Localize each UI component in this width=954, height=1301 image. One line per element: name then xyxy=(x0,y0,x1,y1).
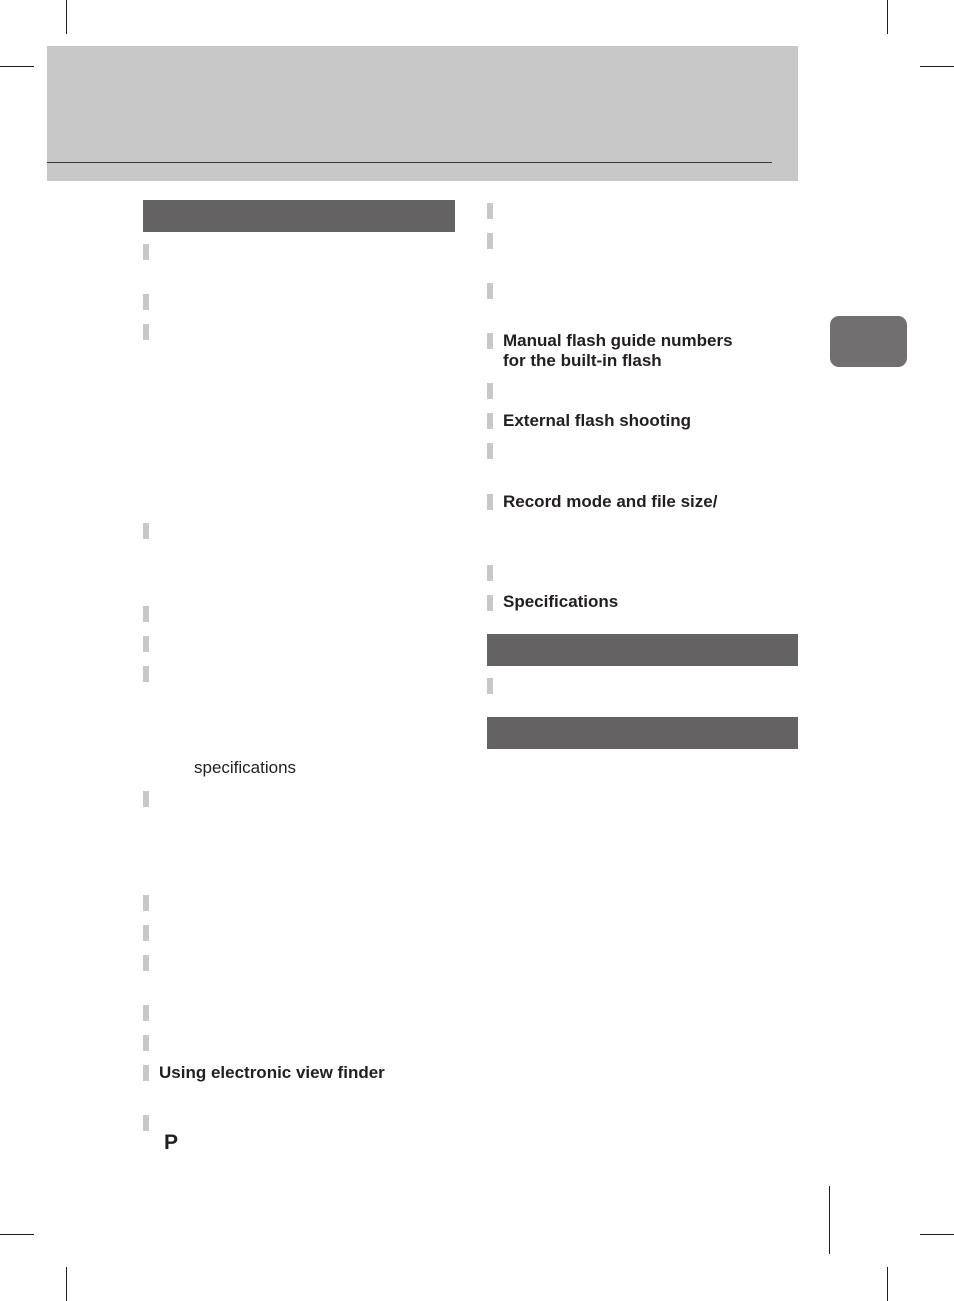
crop-mark xyxy=(920,66,954,67)
toc-entry-external-flash[interactable]: External flash shooting xyxy=(503,411,691,430)
section-bar-left xyxy=(143,200,455,232)
toc-marker xyxy=(143,1005,149,1021)
toc-entry-specifications[interactable]: Specifications xyxy=(503,592,619,611)
toc-marker xyxy=(143,1065,149,1081)
toc-marker xyxy=(487,383,493,399)
toc-entry-record-mode[interactable]: Record mode and file size/ xyxy=(503,492,718,511)
toc-entry-electronic-view-finder[interactable]: Using electronic view finder xyxy=(159,1063,385,1082)
toc-marker xyxy=(487,413,493,429)
toc-marker xyxy=(487,678,493,694)
toc-marker xyxy=(487,595,493,611)
toc-marker xyxy=(487,203,493,219)
toc-marker xyxy=(487,283,493,299)
toc-marker xyxy=(143,606,149,622)
toc-marker xyxy=(487,443,493,459)
toc-marker xyxy=(143,523,149,539)
toc-marker xyxy=(143,895,149,911)
toc-marker xyxy=(143,955,149,971)
toc-marker xyxy=(487,494,493,510)
toc-marker xyxy=(143,1035,149,1051)
trim-line xyxy=(829,1186,830,1254)
header-band xyxy=(47,46,798,181)
crop-mark xyxy=(887,1267,888,1301)
chapter-tab[interactable] xyxy=(830,316,907,367)
toc-marker xyxy=(487,333,493,349)
toc-marker xyxy=(143,1115,149,1131)
toc-marker xyxy=(487,565,493,581)
toc-marker xyxy=(143,244,149,260)
toc-marker xyxy=(143,666,149,682)
section-bar-right-2 xyxy=(487,717,798,749)
toc-marker xyxy=(143,294,149,310)
crop-mark xyxy=(66,0,67,34)
crop-mark xyxy=(66,1267,67,1301)
crop-mark xyxy=(920,1234,954,1235)
toc-marker xyxy=(143,636,149,652)
toc-entry-manual-flash-line2[interactable]: for the built-in flash xyxy=(503,351,662,370)
crop-mark xyxy=(887,0,888,34)
toc-sub-specifications[interactable]: specifications xyxy=(194,758,297,777)
toc-marker xyxy=(487,233,493,249)
header-rule xyxy=(47,162,772,163)
toc-marker xyxy=(143,791,149,807)
toc-marker xyxy=(143,324,149,340)
section-bar-right-1 xyxy=(487,634,798,666)
toc-marker xyxy=(143,925,149,941)
crop-mark xyxy=(0,66,34,67)
toc-entry-p[interactable]: P xyxy=(164,1131,179,1154)
toc-entry-manual-flash-line1[interactable]: Manual flash guide numbers xyxy=(503,331,733,350)
crop-mark xyxy=(0,1234,34,1235)
